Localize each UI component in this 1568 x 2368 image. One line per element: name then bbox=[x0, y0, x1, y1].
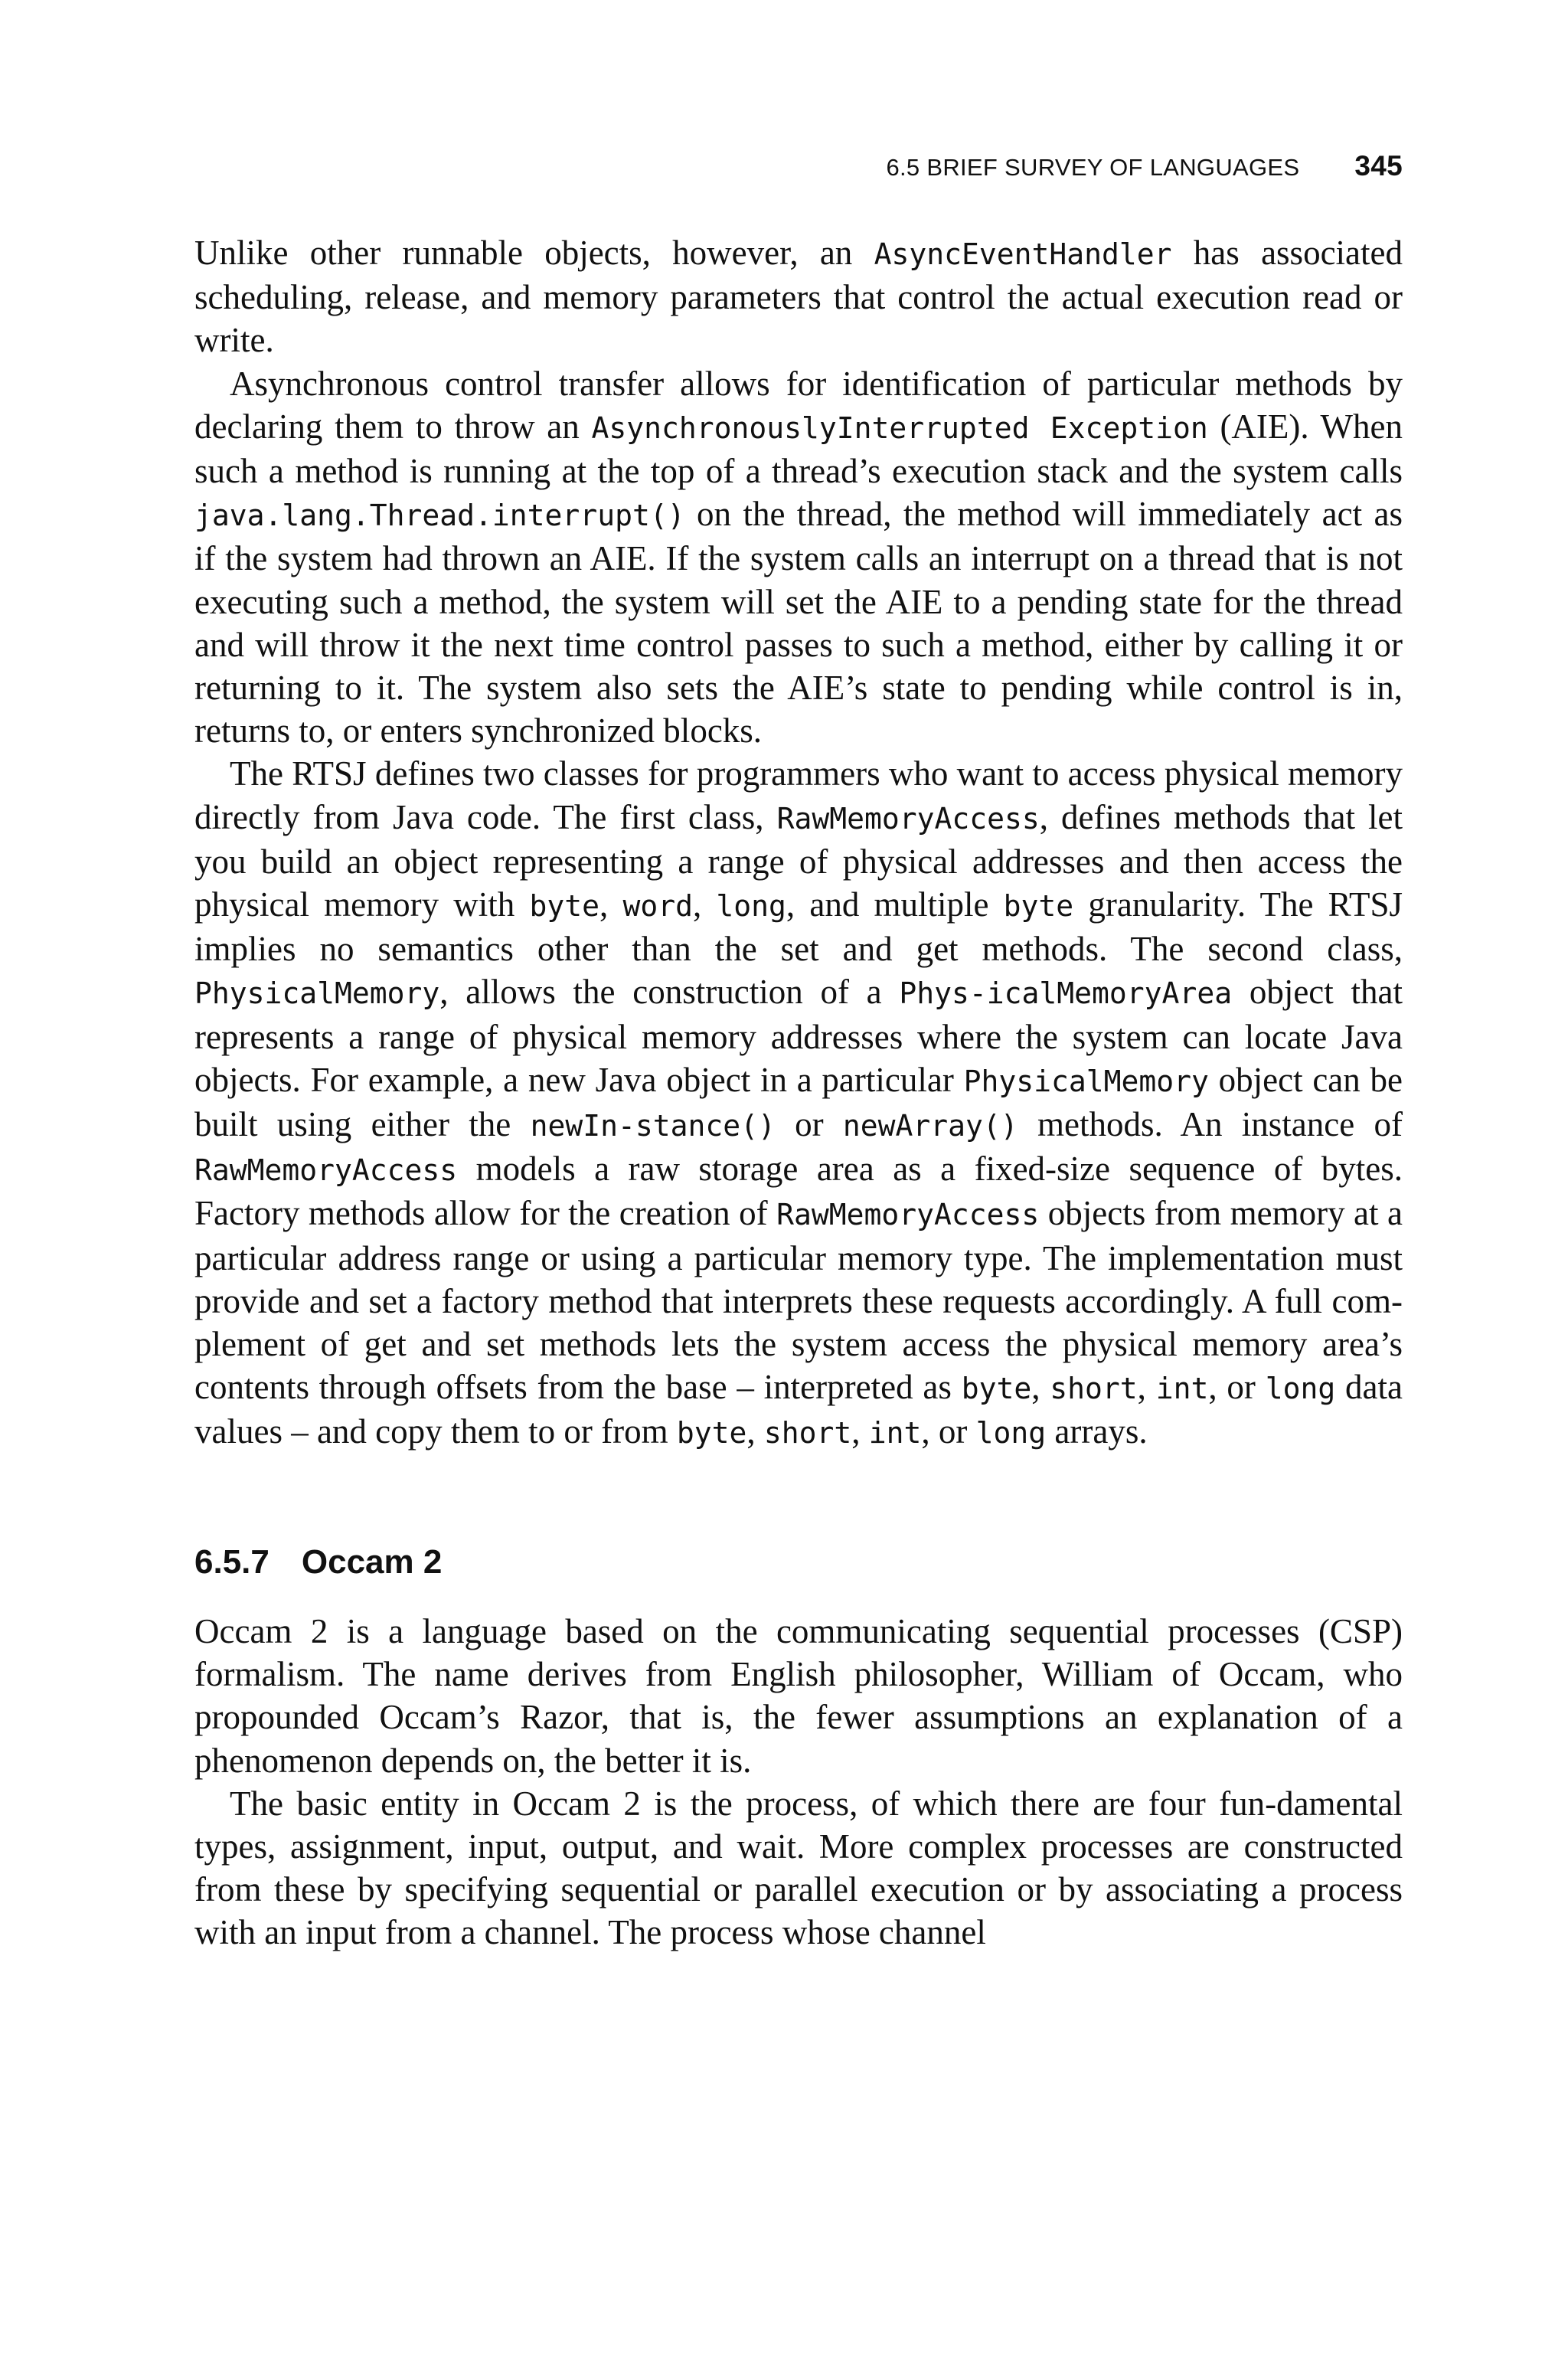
paragraph-occam-process: The basic entity in Occam 2 is the process, of which there are four fun-damental types, assignment, input, output, and wait. More complex processes are constructed from these by specifying sequential or parallel execution or by associating a process with an input from a channel. The process whose channel bbox=[194, 1784, 1403, 1952]
section-title: Occam 2 bbox=[301, 1542, 443, 1581]
paragraph-physical-memory: The RTSJ defines two classes for programmers who want to access physical memory directly from Java code. The first class, RawMemoryAccess, defines methods that let you build an object representing a range of physical addresses and then access the physical memory with byte, word, long, and multiple byte granularity. The RTSJ implies no semantics other than the set and get methods. The second class, PhysicalMemory, allows the construction of a Phys-icalMemoryArea object that represents a range of physical memory addresses where the system can locate Java objects. For example, a new Java object in a particular PhysicalMemory object can be built using either the newIn-stance() or newArray() methods. An instance of RawMemoryAccess models a raw storage area as a fixed-size sequence of bytes. Factory methods allow for the creation of RawMemoryAccess objects from memory at a particular address range or using a particular memory type. The implementation must provide and set a factory method that interprets these requests accordingly. A full com-plement of get and set methods lets the system access the physical memory area’s contents through offsets from the base – interpreted as byte, short, int, or long data values – and copy them to or from byte, short, int, or long arrays. bbox=[194, 754, 1403, 1451]
section-heading bbox=[194, 1541, 1403, 1584]
paragraph-async-event-handler: Unlike other runnable objects, however, an AsyncEventHandler has associated scheduling, release, and memory parameters that control the actual execution read or write. bbox=[194, 234, 1403, 360]
section-number: 6.5.7 bbox=[194, 1542, 270, 1581]
running-head-section: 6.5 BRIEF SURVEY OF LANGUAGES bbox=[886, 154, 1300, 181]
body-text bbox=[194, 231, 1403, 1954]
paragraph-occam-intro: Occam 2 is a language based on the communicating sequential processes (CSP) formalism. The name derives from English philosopher, William of Occam, who propounded Occam’s Razor, that is, the fewer assumptions an explanation of a phenomenon depends on, the better it is. bbox=[194, 1611, 1403, 1780]
running-head bbox=[194, 150, 1403, 190]
page-number: 345 bbox=[1354, 150, 1403, 182]
book-page bbox=[194, 150, 1403, 1954]
paragraph-async-control-transfer: Asynchronous control transfer allows for identification of particular methods by declaring them to throw an AsynchronouslyInterrupted Exception (AIE). When such a method is running at the top of a thread’s execution stack and the system calls java.lang.Thread.interrupt() on the thread, the method will immediately act as if the system had thrown an AIE. If the system calls an interrupt on a thread that is not executing such a method, the system will set the AIE to a pending state for the thread and will throw it the next time control passes to such a method, either by calling it or returning to it. The system also sets the AIE’s state to pending while control is in, returns to, or enters synchronized blocks. bbox=[194, 364, 1403, 751]
